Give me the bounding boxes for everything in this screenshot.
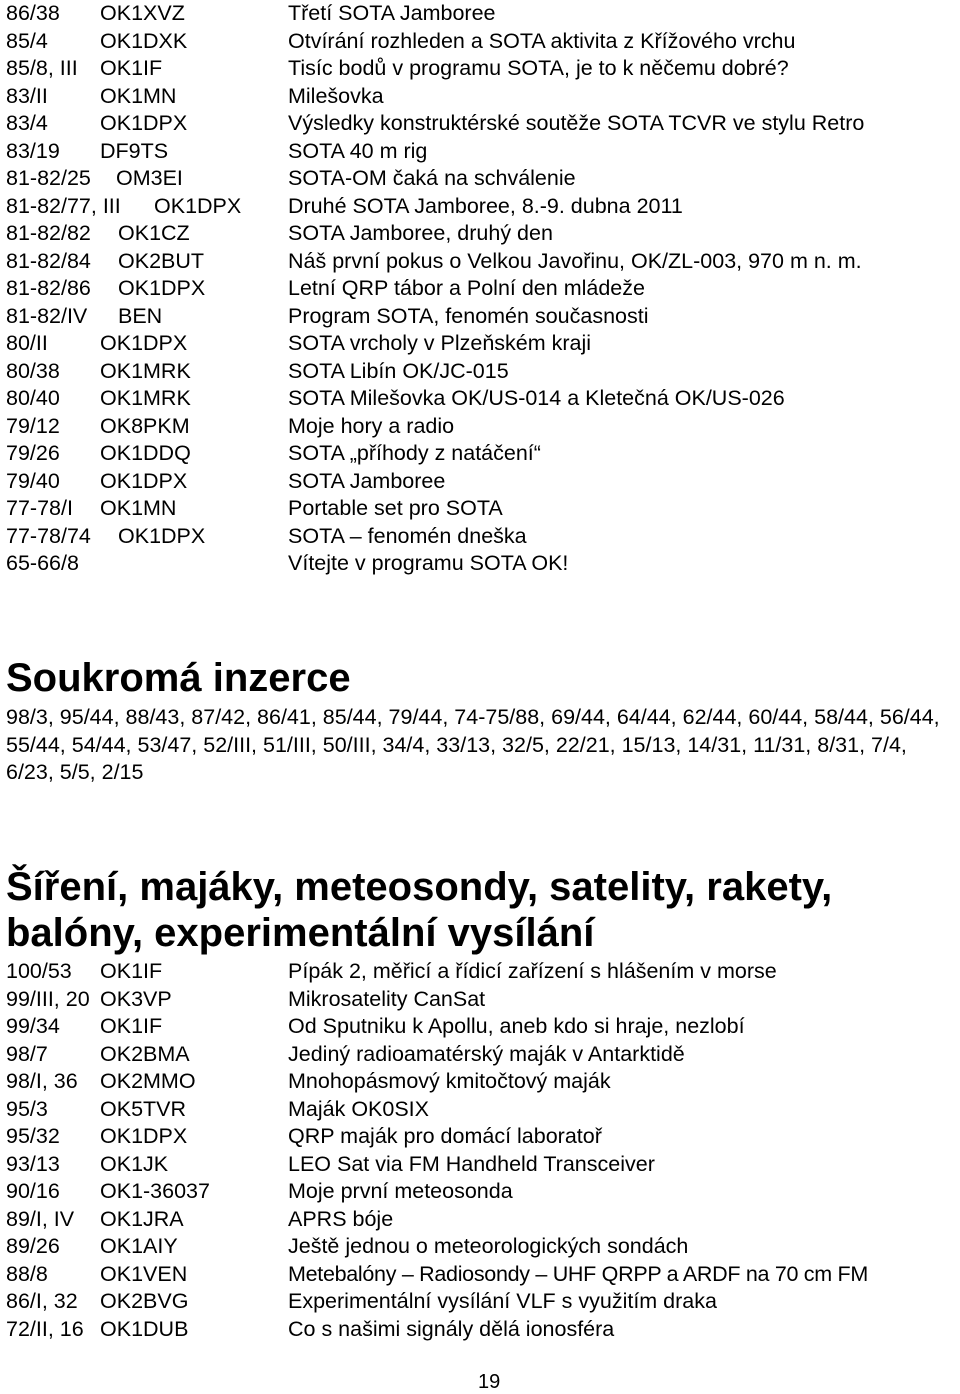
article-title: Mikrosatelity CanSat (288, 986, 486, 1011)
article-title: Ještě jednou o meteorologických sondách (288, 1234, 689, 1258)
article-title: Program SOTA, fenomén současnosti (288, 303, 649, 328)
article-title: Moje první meteosonda (288, 1179, 513, 1203)
article-ref: 77-78/I (6, 496, 73, 520)
article-title: SOTA – fenomén dneška (288, 523, 527, 548)
article-author: OK1DDQ (100, 441, 191, 465)
article-ref: 86/I, 32 (6, 1289, 78, 1313)
article-title: SOTA Milešovka OK/US-014 a Kletečná OK/US-026 (288, 386, 785, 410)
article-title: Tisíc bodů v programu SOTA, je to k něčemu dobré? (288, 56, 789, 80)
section-heading-inzerce: Soukromá inzerce (6, 656, 351, 700)
article-title: SOTA Jamboree (288, 468, 446, 493)
article-ref: 80/38 (6, 358, 60, 383)
article-ref: 83/4 (6, 111, 48, 135)
article-ref: 83/19 (6, 138, 60, 163)
article-author: OK1DPX (100, 111, 188, 135)
article-ref: 80/40 (6, 386, 60, 410)
article-author: OK1XVZ (100, 1, 185, 25)
article-title: SOTA Libín OK/JC-015 (288, 358, 509, 383)
article-ref: 89/26 (6, 1234, 60, 1258)
article-title: SOTA Jamboree, druhý den (288, 221, 553, 245)
article-ref: 77-78/74 (6, 523, 91, 548)
article-author: OK2MMO (100, 1069, 196, 1093)
article-author: OM3EI (116, 166, 183, 190)
article-author: OK1DUB (100, 1316, 189, 1341)
article-title: Otvírání rozhleden a SOTA aktivita z Křížového vrchu (288, 28, 796, 53)
article-ref: 89/I, IV (6, 1206, 75, 1231)
article-author: OK5TVR (100, 1096, 187, 1121)
article-author: OK1DPX (118, 276, 206, 300)
article-title: Výsledky konstruktérské soutěže SOTA TCVR ve stylu Retro (288, 111, 865, 135)
article-author: OK1JRA (100, 1206, 184, 1231)
article-ref: 99/34 (6, 1014, 60, 1038)
article-ref: 81-82/84 (6, 248, 91, 273)
article-author: BEN (118, 303, 163, 328)
page-number: 19 (478, 1371, 501, 1393)
article-title: Metebalóny – Radiosondy – UHF QRPP a ARDF na 70 cm FM (288, 1261, 868, 1286)
article-author: OK2BUT (118, 248, 205, 273)
article-ref: 86/38 (6, 1, 60, 25)
article-author: OK1IF (100, 959, 163, 983)
section-heading-sireni-line2: balóny, experimentální vysílání (6, 911, 595, 955)
article-ref: 98/7 (6, 1041, 48, 1066)
section-heading-sireni-line1: Šíření, majáky, meteosondy, satelity, rakety, (6, 865, 833, 909)
article-title: Náš první pokus o Velkou Javořinu, OK/ZL-003, 970 m n. m. (288, 248, 862, 273)
article-ref: 83/II (6, 83, 48, 108)
article-ref: 99/III, 20 (6, 986, 90, 1011)
article-author: OK1MN (100, 496, 177, 520)
article-author: DF9TS (100, 138, 169, 163)
article-author: OK8PKM (100, 413, 190, 438)
article-author: OK3VP (100, 986, 172, 1011)
article-ref: 79/40 (6, 468, 60, 493)
article-ref: 85/4 (6, 28, 48, 53)
article-author: OK1IF (100, 56, 163, 80)
article-author: OK1CZ (118, 221, 190, 245)
article-title: QRP maják pro domácí laboratoř (288, 1124, 602, 1148)
article-author: OK1JK (100, 1151, 169, 1176)
article-author: OK1DPX (100, 1124, 188, 1148)
article-ref: 81-82/IV (6, 303, 88, 328)
article-title: Mnohopásmový kmitočtový maják (288, 1069, 611, 1093)
article-title: SOTA 40 m rig (288, 138, 428, 163)
article-title: Co s našimi signály dělá ionosféra (288, 1316, 615, 1341)
article-title: Experimentální vysílání VLF s využitím draka (288, 1289, 717, 1313)
article-author: OK1DPX (118, 523, 206, 548)
article-ref: 81-82/77, III (6, 193, 121, 218)
article-author: OK1MRK (100, 358, 191, 383)
article-ref: 88/8 (6, 1261, 48, 1286)
article-title: Letní QRP tábor a Polní den mládeže (288, 276, 645, 300)
article-ref: 81-82/82 (6, 221, 91, 245)
article-ref: 95/32 (6, 1124, 60, 1148)
article-title: Portable set pro SOTA (288, 496, 503, 520)
article-author: OK2BMA (100, 1041, 190, 1066)
article-ref: 81-82/86 (6, 276, 91, 300)
article-title: SOTA vrcholy v Plzeňském kraji (288, 331, 592, 355)
article-author: OK1IF (100, 1014, 163, 1038)
article-author: OK1DPX (154, 193, 242, 218)
article-ref: 79/12 (6, 413, 60, 438)
article-title: Třetí SOTA Jamboree (288, 1, 496, 25)
article-title: Moje hory a radio (288, 413, 455, 438)
article-ref: 95/3 (6, 1096, 48, 1121)
article-title: Pípák 2, měřicí a řídicí zařízení s hlášením v morse (288, 959, 777, 983)
article-ref: 85/8, III (6, 56, 78, 80)
article-ref: 80/II (6, 331, 48, 355)
article-title: Jediný radioamatérský maják v Antarktidě (288, 1041, 685, 1066)
article-ref: 93/13 (6, 1151, 60, 1176)
article-author: OK1VEN (100, 1261, 188, 1286)
article-ref: 98/I, 36 (6, 1069, 78, 1093)
article-author: OK2BVG (100, 1289, 189, 1313)
article-ref: 90/16 (6, 1179, 60, 1203)
article-title: Vítejte v programu SOTA OK! (288, 551, 569, 575)
article-ref: 65-66/8 (6, 551, 79, 575)
article-author: OK1DXK (100, 28, 188, 53)
article-title: APRS bóje (288, 1206, 394, 1231)
inzerce-issue-list: 98/3, 95/44, 88/43, 87/42, 86/41, 85/44, 79/44, 74-75/88, 69/44, 64/44, 62/44, 60/44, 58/44, 56/44, 55/44, 54/44, 53/47, 52/III, 51/III, 50/III, 34/4, 33/13, 32/5, 22/21, 15/13, 14/31, 11/31, 8/31, 7/4, 6/23, 5/5, 2/15 (6, 705, 940, 784)
article-title: LEO Sat via FM Handheld Transceiver (288, 1151, 655, 1176)
article-title: Milešovka (288, 83, 384, 108)
article-ref: 79/26 (6, 441, 60, 465)
article-title: SOTA-OM čaká na schválenie (288, 166, 576, 190)
article-title: SOTA „příhody z natáčení“ (288, 441, 541, 465)
article-author: OK1-36037 (100, 1179, 210, 1203)
article-author: OK1MRK (100, 386, 191, 410)
article-author: OK1DPX (100, 331, 188, 355)
article-ref: 81-82/25 (6, 166, 91, 190)
article-author: OK1MN (100, 83, 177, 108)
article-title: Druhé SOTA Jamboree, 8.-9. dubna 2011 (288, 193, 683, 218)
article-ref: 100/53 (6, 959, 72, 983)
article-author: OK1AIY (100, 1234, 178, 1258)
article-ref: 72/II, 16 (6, 1316, 84, 1341)
article-title: Maják OK0SIX (288, 1096, 429, 1121)
article-title: Od Sputniku k Apollu, aneb kdo si hraje, nezlobí (288, 1014, 745, 1038)
article-author: OK1DPX (100, 468, 188, 493)
